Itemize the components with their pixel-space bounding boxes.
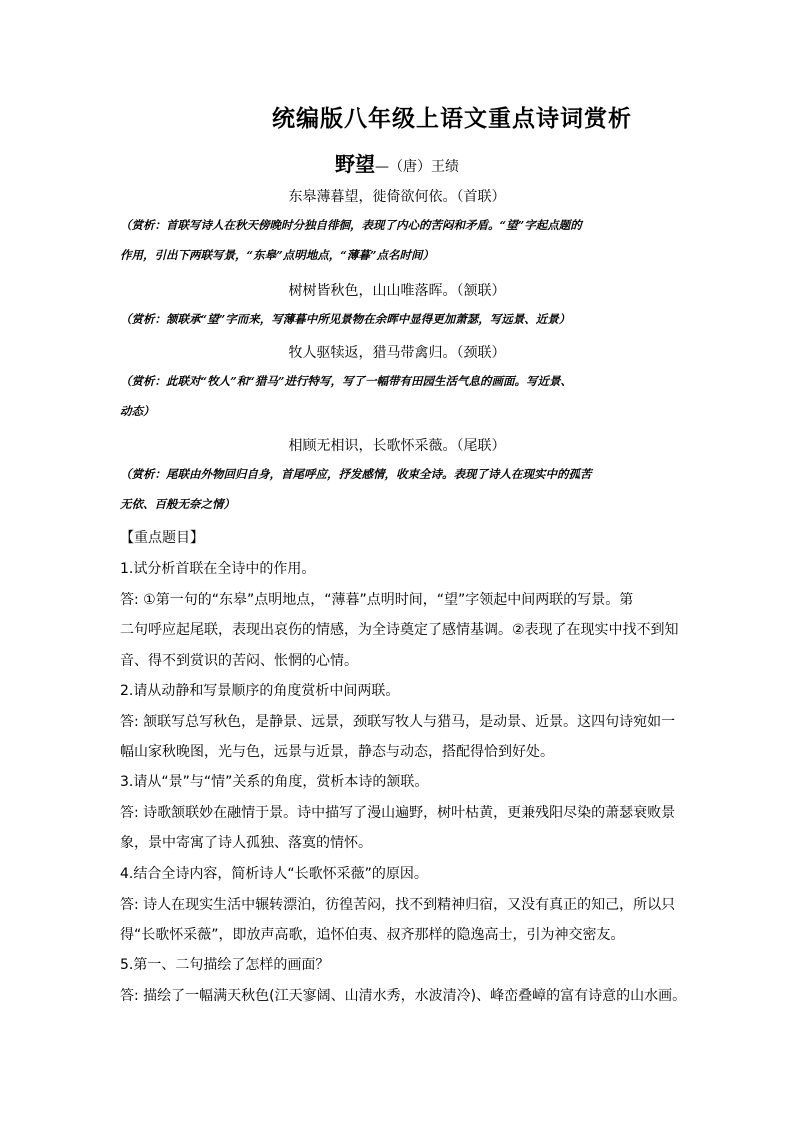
answer-line: 答: 颔联写总写秋色，是静景、远景，颈联写牧人与猎马，是动景、近景。这四句诗宛如一: [120, 713, 676, 730]
verse-note-2: [120, 304, 680, 334]
verse-line-2: 树树皆秋色，山山唯落晖。（颔联）: [288, 283, 506, 299]
note-line: （赏析：颔联承“望”字而来，写薄暮中所见景物在余晖中显得更加萧瑟，写远景、近景）: [120, 312, 571, 326]
answer-line: 答: ①第一句的“东皋”点明地点，“薄暮”点明时间，“望”字领起中间两联的写景。第: [120, 591, 634, 608]
question-block-4: [120, 859, 680, 951]
question-block-5: [120, 950, 687, 1011]
note-line: 无依、百般无奈之情）: [120, 497, 235, 511]
question-text: 4.结合全诗内容，简析诗人“长歌怀采薇”的原因。: [120, 866, 428, 882]
verse-line-4: 相顾无相识，长歌怀采薇。（尾联）: [288, 438, 506, 454]
note-line: （赏析：首联写诗人在秋天傍晚时分独自徘徊，表现了内心的苦闷和矛盾。“望”字起点题的: [120, 218, 582, 232]
question-text: 2.请从动静和写景顺序的角度赏析中间两联。: [120, 683, 400, 699]
title-dash: —: [375, 159, 389, 175]
answer-line: 象，景中寄寓了诗人孤独、落寞的情怀。: [120, 835, 372, 851]
verse-line-3: 牧人驱犊返，猎马带禽归。（颈联）: [288, 345, 506, 361]
note-line: （赏析：尾联由外物回归自身，首尾呼应，抒发感情，收束全诗。表现了诗人在现实中的孤苦: [120, 467, 592, 481]
section-heading: 【重点题目】: [120, 530, 204, 546]
answer-line: 得“长歌怀采薇”，即放声高歌，追怀伯夷、叔齐那样的隐逸高士，引为神交密友。: [120, 927, 625, 943]
answer-line: 答: 诗人在现实生活中辗转漂泊，彷徨苦闷，找不到精神归宿，又没有真正的知己，所以只: [120, 896, 676, 913]
answer-line: 幅山家秋晚图，光与色，远景与近景，静态与动态，搭配得恰到好处。: [120, 744, 554, 760]
answer-line: 音、得不到赏识的苦闷、怅惘的心情。: [120, 652, 358, 669]
poem-author: （唐）王绩: [389, 159, 459, 175]
answer-line: 答: 诗歌颔联妙在融情于景。诗中描写了漫山遍野，树叶枯黄，更兼残阳尽染的萧瑟衰败景: [120, 804, 676, 821]
poem-title: 野望: [335, 152, 375, 176]
question-block-3: [120, 767, 680, 859]
document-title: 统编版八年级上语文重点诗词赏析: [272, 105, 632, 132]
note-line: （赏析：此联对“牧人”和“猎马”进行特写，写了一幅带有田园生活气息的画面。写近景、: [120, 374, 572, 388]
verse-note-1: [120, 210, 680, 270]
question-block-2: [120, 676, 680, 768]
verse-line-1: 东皋薄暮望，徙倚欲何依。（首联）: [288, 189, 506, 205]
verse-note-4: [120, 459, 680, 519]
question-text: 1.试分析首联在全诗中的作用。: [120, 561, 316, 577]
poem-heading: [0, 148, 794, 177]
question-block-1: [120, 554, 680, 676]
question-text: 5.第一、二句描绘了怎样的画面？: [120, 957, 330, 973]
note-line: 作用，引出下两联写景，“东皋”点明地点，“薄暮”点名时间）: [120, 248, 434, 262]
verse-note-3: [120, 366, 680, 426]
answer-line: 答: 描绘了一幅满天秋色(江天寥阔、山清水秀，水波清冷)、峰峦叠嶂的富有诗意的山水画。: [120, 987, 687, 1004]
question-text: 3.请从“景”与“情”关系的角度，赏析本诗的颔联。: [120, 774, 429, 790]
answer-line: 二句呼应起尾联，表现出哀伤的情感，为全诗奠定了感情基调。②表现了在现实中找不到知: [120, 622, 679, 638]
note-line: 动态）: [120, 404, 155, 418]
